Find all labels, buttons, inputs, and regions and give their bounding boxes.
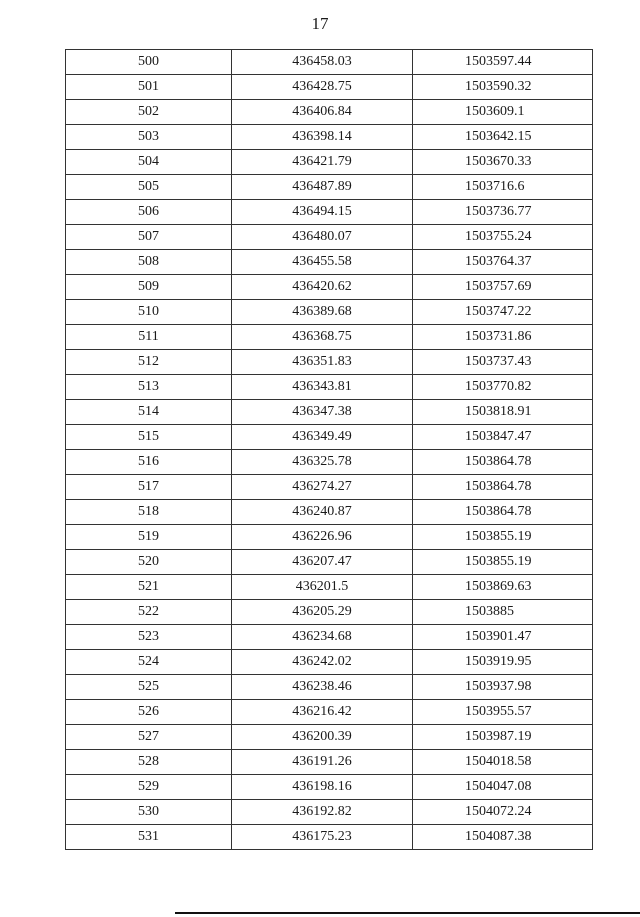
y-coordinate-cell: 1503855.19 [413,525,593,550]
x-coordinate-cell: 436428.75 [232,75,413,100]
y-coordinate-cell: 1503855.19 [413,550,593,575]
table-row [66,150,593,175]
point-number-cell: 503 [66,125,232,150]
table-row [66,50,593,75]
x-coordinate-cell: 436226.96 [232,525,413,550]
table-row [66,750,593,775]
table-row [66,650,593,675]
point-number-cell: 501 [66,75,232,100]
point-number-cell: 500 [66,50,232,75]
y-coordinate-cell: 1503609.1 [413,100,593,125]
table-row [66,725,593,750]
point-number-cell: 504 [66,150,232,175]
table-row [66,350,593,375]
y-coordinate-cell: 1503716.6 [413,175,593,200]
table-row [66,425,593,450]
point-number-cell: 518 [66,500,232,525]
x-coordinate-cell: 436480.07 [232,225,413,250]
point-number-cell: 526 [66,700,232,725]
point-number-cell: 527 [66,725,232,750]
point-number-cell: 513 [66,375,232,400]
y-coordinate-cell: 1503864.78 [413,500,593,525]
x-coordinate-cell: 436325.78 [232,450,413,475]
coordinates-table [65,49,593,850]
y-coordinate-cell: 1504087.38 [413,825,593,850]
point-number-cell: 511 [66,325,232,350]
table-row [66,175,593,200]
point-number-cell: 506 [66,200,232,225]
table-row [66,275,593,300]
table-row [66,75,593,100]
table-row [66,100,593,125]
x-coordinate-cell: 436242.02 [232,650,413,675]
y-coordinate-cell: 1503818.91 [413,400,593,425]
point-number-cell: 516 [66,450,232,475]
y-coordinate-cell: 1503919.95 [413,650,593,675]
x-coordinate-cell: 436351.83 [232,350,413,375]
table-row [66,550,593,575]
point-number-cell: 531 [66,825,232,850]
table-row [66,200,593,225]
x-coordinate-cell: 436274.27 [232,475,413,500]
y-coordinate-cell: 1503869.63 [413,575,593,600]
coordinates-table-body [66,50,593,850]
y-coordinate-cell: 1503737.43 [413,350,593,375]
y-coordinate-cell: 1503864.78 [413,475,593,500]
bottom-rule [175,912,640,914]
table-row [66,225,593,250]
table-row [66,675,593,700]
point-number-cell: 521 [66,575,232,600]
y-coordinate-cell: 1503731.86 [413,325,593,350]
x-coordinate-cell: 436389.68 [232,300,413,325]
table-row [66,600,593,625]
x-coordinate-cell: 436240.87 [232,500,413,525]
y-coordinate-cell: 1503755.24 [413,225,593,250]
x-coordinate-cell: 436406.84 [232,100,413,125]
x-coordinate-cell: 436398.14 [232,125,413,150]
point-number-cell: 528 [66,750,232,775]
point-number-cell: 509 [66,275,232,300]
y-coordinate-cell: 1503670.33 [413,150,593,175]
y-coordinate-cell: 1503847.47 [413,425,593,450]
point-number-cell: 522 [66,600,232,625]
y-coordinate-cell: 1503642.15 [413,125,593,150]
table-row [66,375,593,400]
x-coordinate-cell: 436200.39 [232,725,413,750]
y-coordinate-cell: 1503597.44 [413,50,593,75]
x-coordinate-cell: 436458.03 [232,50,413,75]
table-row [66,500,593,525]
x-coordinate-cell: 436343.81 [232,375,413,400]
x-coordinate-cell: 436487.89 [232,175,413,200]
x-coordinate-cell: 436216.42 [232,700,413,725]
x-coordinate-cell: 436238.46 [232,675,413,700]
x-coordinate-cell: 436421.79 [232,150,413,175]
point-number-cell: 512 [66,350,232,375]
x-coordinate-cell: 436494.15 [232,200,413,225]
coordinates-table-container [65,49,592,850]
table-row [66,250,593,275]
x-coordinate-cell: 436207.47 [232,550,413,575]
x-coordinate-cell: 436175.23 [232,825,413,850]
point-number-cell: 502 [66,100,232,125]
x-coordinate-cell: 436234.68 [232,625,413,650]
point-number-cell: 514 [66,400,232,425]
y-coordinate-cell: 1503987.19 [413,725,593,750]
page-number: 17 [311,14,329,33]
table-row [66,800,593,825]
point-number-cell: 524 [66,650,232,675]
x-coordinate-cell: 436349.49 [232,425,413,450]
x-coordinate-cell: 436368.75 [232,325,413,350]
table-row [66,450,593,475]
y-coordinate-cell: 1503770.82 [413,375,593,400]
y-coordinate-cell: 1504047.08 [413,775,593,800]
table-row [66,775,593,800]
x-coordinate-cell: 436201.5 [232,575,413,600]
y-coordinate-cell: 1503955.57 [413,700,593,725]
y-coordinate-cell: 1503885 [413,600,593,625]
point-number-cell: 529 [66,775,232,800]
table-row [66,325,593,350]
y-coordinate-cell: 1503864.78 [413,450,593,475]
table-row [66,825,593,850]
table-row [66,475,593,500]
table-row [66,700,593,725]
y-coordinate-cell: 1503736.77 [413,200,593,225]
table-row [66,125,593,150]
y-coordinate-cell: 1504072.24 [413,800,593,825]
table-row [66,575,593,600]
point-number-cell: 520 [66,550,232,575]
y-coordinate-cell: 1503590.32 [413,75,593,100]
x-coordinate-cell: 436192.82 [232,800,413,825]
point-number-cell: 507 [66,225,232,250]
x-coordinate-cell: 436420.62 [232,275,413,300]
point-number-cell: 530 [66,800,232,825]
y-coordinate-cell: 1503901.47 [413,625,593,650]
y-coordinate-cell: 1503747.22 [413,300,593,325]
table-row [66,400,593,425]
point-number-cell: 525 [66,675,232,700]
x-coordinate-cell: 436191.26 [232,750,413,775]
y-coordinate-cell: 1504018.58 [413,750,593,775]
point-number-cell: 517 [66,475,232,500]
x-coordinate-cell: 436455.58 [232,250,413,275]
point-number-cell: 515 [66,425,232,450]
y-coordinate-cell: 1503764.37 [413,250,593,275]
x-coordinate-cell: 436205.29 [232,600,413,625]
table-row [66,625,593,650]
table-row [66,525,593,550]
point-number-cell: 519 [66,525,232,550]
y-coordinate-cell: 1503757.69 [413,275,593,300]
point-number-cell: 510 [66,300,232,325]
point-number-cell: 505 [66,175,232,200]
x-coordinate-cell: 436347.38 [232,400,413,425]
point-number-cell: 523 [66,625,232,650]
x-coordinate-cell: 436198.16 [232,775,413,800]
y-coordinate-cell: 1503937.98 [413,675,593,700]
table-row [66,300,593,325]
point-number-cell: 508 [66,250,232,275]
